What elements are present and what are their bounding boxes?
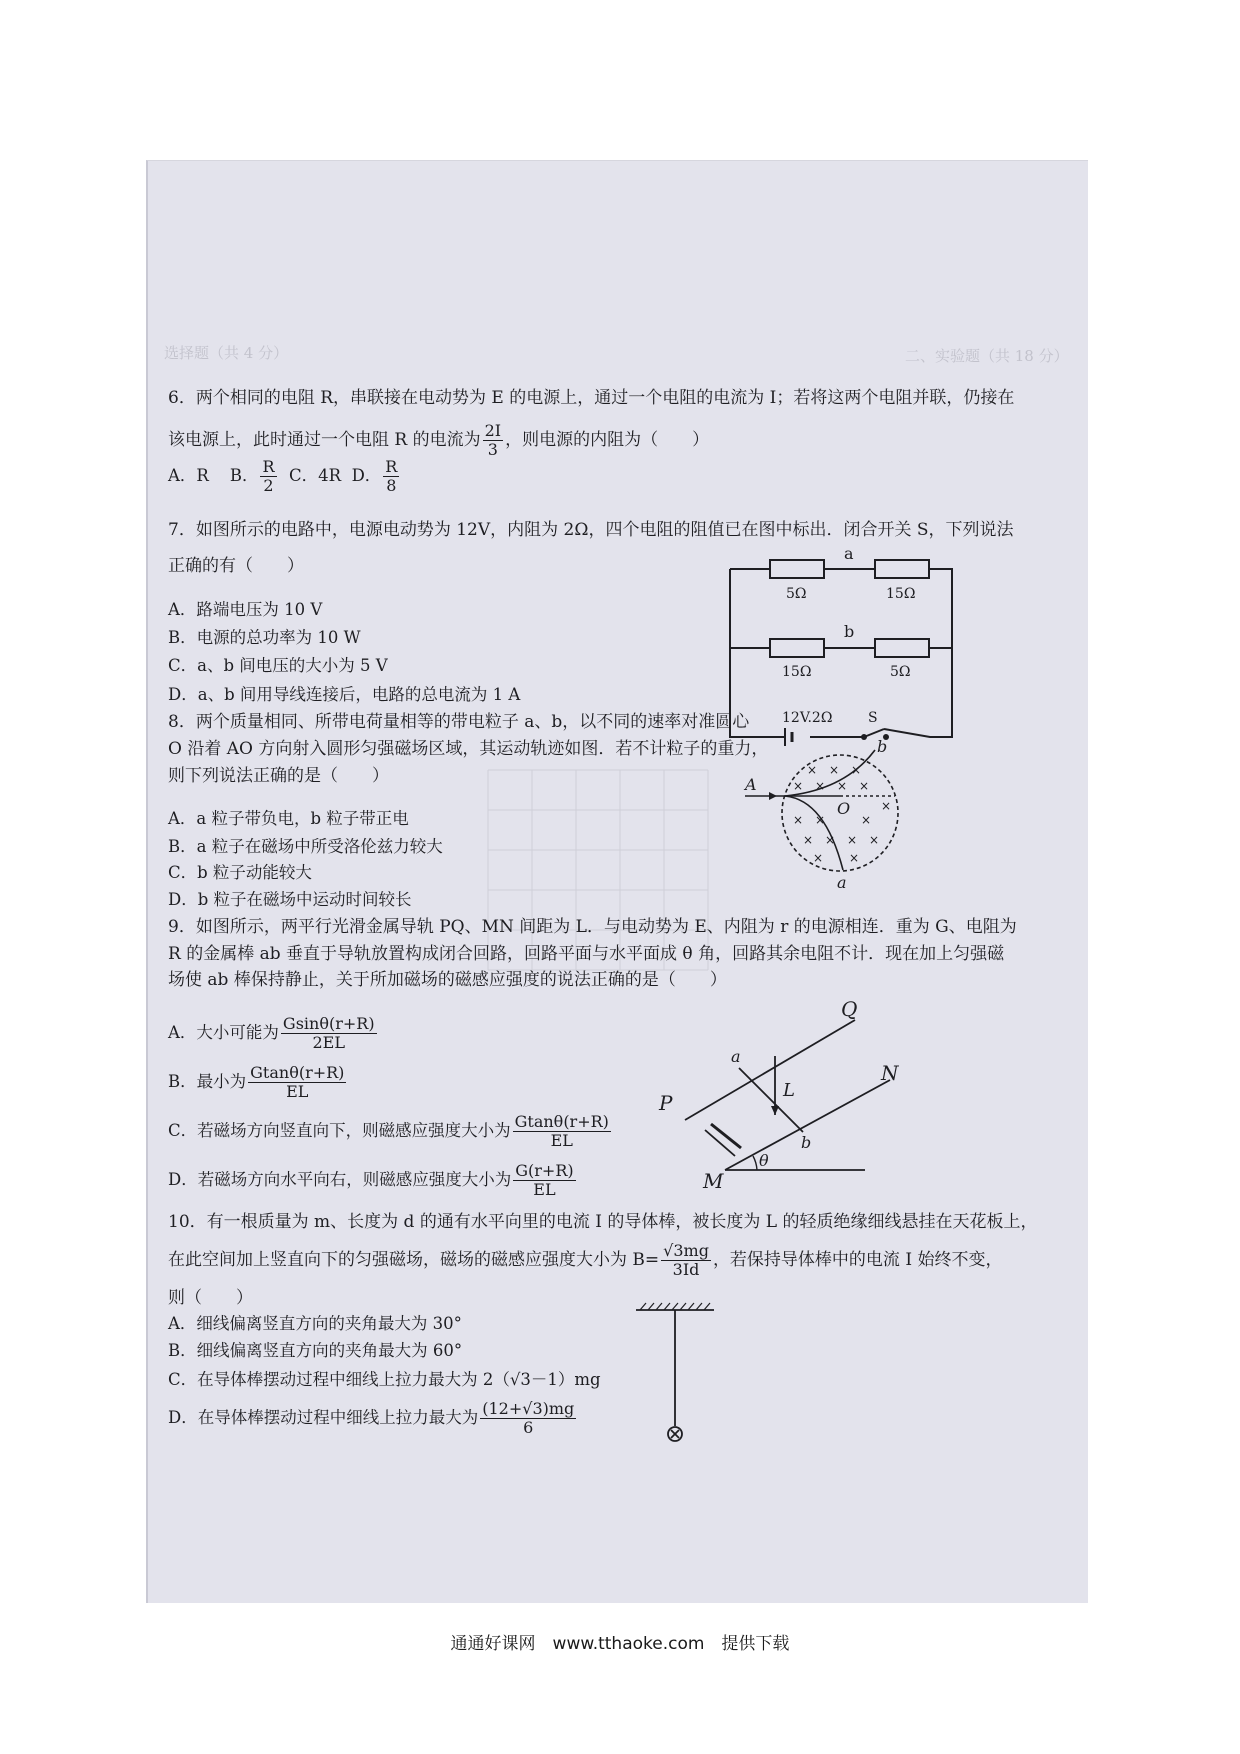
q8-point-a-label: A bbox=[745, 775, 757, 794]
q7-option-c: C．a、b 间电压的大小为 5 V bbox=[168, 656, 388, 675]
q9-rail-p-label: P bbox=[659, 1091, 673, 1115]
q7-node-b-label: b bbox=[844, 622, 855, 641]
q6-stem-text: 该电源上，此时通过一个电阻 R 的电流为 bbox=[168, 430, 481, 450]
svg-text:×: × bbox=[807, 763, 818, 777]
q9-stem-line3: 场使 ab 棒保持静止，关于所加磁场的磁感应强度的说法正确的是（ ） bbox=[168, 970, 727, 990]
svg-text:×: × bbox=[829, 763, 840, 777]
svg-text:×: × bbox=[837, 779, 848, 793]
q8-particle-a-label: a bbox=[837, 873, 847, 892]
svg-text:×: × bbox=[793, 779, 804, 793]
bleed-through-heading-right: 二、实验题（共 18 分） bbox=[905, 347, 1069, 365]
q10-option-b: B．细线偏离竖直方向的夹角最大为 60° bbox=[168, 1341, 463, 1360]
q10-stem-line1: 10．有一根质量为 m、长度为 d 的通有水平向里的电流 I 的导体棒，被长度为 L 的轻质绝缘细线悬挂在天花板上， bbox=[168, 1212, 1038, 1232]
q10-hanging-rod-diagram bbox=[630, 1300, 720, 1450]
q7-resistor-4-label: 5Ω bbox=[890, 664, 911, 680]
page-footer: 通通好课网 www.tthaoke.com 提供下载 bbox=[450, 1634, 790, 1654]
q9-stem-line1: 9．如图所示，两平行光滑金属导轨 PQ、MN 间距为 L．与电动势为 E、内阻为 r 的电源相连．重为 G、电阻为 bbox=[168, 917, 1017, 937]
svg-text:×: × bbox=[813, 851, 824, 865]
q6-stem-tail: ，则电源的内阻为（ ） bbox=[505, 430, 710, 450]
q9-rail-n-label: N bbox=[881, 1061, 899, 1085]
q6-options bbox=[168, 458, 401, 495]
q6-current-fraction: $\frac{2I}{3}$ bbox=[484, 421, 502, 459]
svg-text:×: × bbox=[861, 813, 872, 827]
q10-option-c: C．在导体棒摆动过程中细线上拉力最大为 2（√3－1）mg bbox=[168, 1370, 601, 1389]
q7-resistor-2-label: 15Ω bbox=[886, 586, 916, 602]
q8-option-a: A．a 粒子带负电，b 粒子带正电 bbox=[168, 809, 409, 828]
q9-bar-end-a-label: a bbox=[731, 1047, 741, 1066]
q6-option-b: B． $\frac{R}{2}$ bbox=[229, 457, 275, 495]
svg-text:×: × bbox=[825, 833, 836, 847]
q8-particle-b-label: b bbox=[877, 737, 888, 756]
q7-option-b: B．电源的总功率为 10 W bbox=[168, 628, 361, 647]
q9-rail-q-label: Q bbox=[841, 997, 858, 1021]
q6-option-d: D． $\frac{R}{8}$ bbox=[351, 457, 398, 495]
q9-rail-m-label: M bbox=[703, 1169, 724, 1193]
q10-b-fraction: $\frac{√3mg}{3Id}$ bbox=[663, 1241, 709, 1279]
svg-text:×: × bbox=[881, 799, 892, 813]
svg-text:×: × bbox=[815, 813, 826, 827]
svg-text:×: × bbox=[847, 833, 858, 847]
q9-option-c: C．若磁场方向竖直向下，则磁感应强度大小为 $\frac{Gtan\theta(r+R)}{EL}$ bbox=[168, 1112, 609, 1150]
q9-option-a: A．大小可能为 $\frac{Gsin\theta(r+R)}{2EL}$ bbox=[168, 1014, 375, 1052]
q8-option-b: B．a 粒子在磁场中所受洛伦兹力较大 bbox=[168, 837, 443, 856]
q7-option-a: A．路端电压为 10 V bbox=[168, 600, 323, 619]
q7-circuit-diagram bbox=[720, 545, 960, 755]
q7-node-a-label: a bbox=[844, 544, 854, 563]
svg-text:×: × bbox=[849, 851, 860, 865]
q6-option-a: A．R bbox=[168, 466, 209, 485]
q7-stem-line1: 7．如图所示的电路中，电源电动势为 12V，内阻为 2Ω，四个电阻的阻值已在图中标出．闭合开关 S，下列说法 bbox=[168, 520, 1014, 540]
svg-text:×: × bbox=[815, 779, 826, 793]
q9-rail-diagram bbox=[655, 997, 915, 1193]
bleed-through-heading-left: 选择题（共 4 分） bbox=[164, 344, 289, 362]
svg-text:×: × bbox=[869, 833, 880, 847]
svg-text:×: × bbox=[859, 779, 870, 793]
q10-option-a: A．细线偏离竖直方向的夹角最大为 30° bbox=[168, 1314, 462, 1333]
svg-text:×: × bbox=[803, 833, 814, 847]
q8-option-c: C．b 粒子动能较大 bbox=[168, 863, 312, 882]
svg-text:×: × bbox=[793, 813, 804, 827]
q9-spacing-l-label: L bbox=[783, 1080, 795, 1101]
q8-option-d: D．b 粒子在磁场中运动时间较长 bbox=[168, 890, 412, 909]
q8-stem-line3: 则下列说法正确的是（ ） bbox=[168, 766, 389, 786]
q6-stem-line1: 6．两个相同的电阻 R，串联接在电动势为 E 的电源上，通过一个电阻的电流为 I；若将这两个电阻并联，仍接在 bbox=[168, 388, 1015, 408]
q9-angle-theta-label: θ bbox=[759, 1151, 769, 1170]
q8-magnetic-field-diagram bbox=[745, 737, 945, 892]
q10-stem-line2: 在此空间加上竖直向下的匀强磁场，磁场的磁感应强度大小为 B= $\frac{√3mg}{3Id}$ ，若保持导体棒中的电流 I 始终不变， bbox=[168, 1241, 1003, 1279]
q7-resistor-1-label: 5Ω bbox=[786, 586, 807, 602]
q7-stem-line2: 正确的有（ ） bbox=[168, 556, 304, 576]
q8-stem-line1: 8．两个质量相同、所带电荷量相等的带电粒子 a、b，以不同的速率对准圆心 bbox=[168, 712, 750, 732]
svg-text:×: × bbox=[851, 763, 862, 777]
q7-source-label: 12V.2Ω bbox=[782, 710, 833, 726]
q9-bar-end-b-label: b bbox=[801, 1133, 812, 1152]
q8-center-o-label: O bbox=[837, 799, 851, 818]
q9-option-d: D．若磁场方向水平向右，则磁感应强度大小为 $\frac{G(r+R)}{EL}$ bbox=[168, 1161, 574, 1199]
q10-option-d: D．在导体棒摆动过程中细线上拉力最大为 $\frac{(12+√3)mg}{6}$ bbox=[168, 1399, 575, 1437]
q7-switch-label: S bbox=[868, 710, 878, 726]
q10-stem-line3: 则（ ） bbox=[168, 1288, 253, 1308]
q9-option-b: B．最小为 $\frac{Gtan\theta(r+R)}{EL}$ bbox=[168, 1063, 345, 1101]
q9-stem-line2: R 的金属棒 ab 垂直于导轨放置构成闭合回路，回路平面与水平面成 θ 角，回路其余电阻不计．现在加上匀强磁 bbox=[168, 944, 1005, 964]
q7-resistor-3-label: 15Ω bbox=[782, 664, 812, 680]
q6-option-c: C．4R bbox=[289, 466, 342, 485]
q8-stem-line2: O 沿着 AO 方向射入圆形匀强磁场区域，其运动轨迹如图．若不计粒子的重力， bbox=[168, 739, 769, 759]
q7-option-d: D．a、b 间用导线连接后，电路的总电流为 1 A bbox=[168, 685, 521, 704]
q6-stem-line2 bbox=[168, 422, 709, 459]
